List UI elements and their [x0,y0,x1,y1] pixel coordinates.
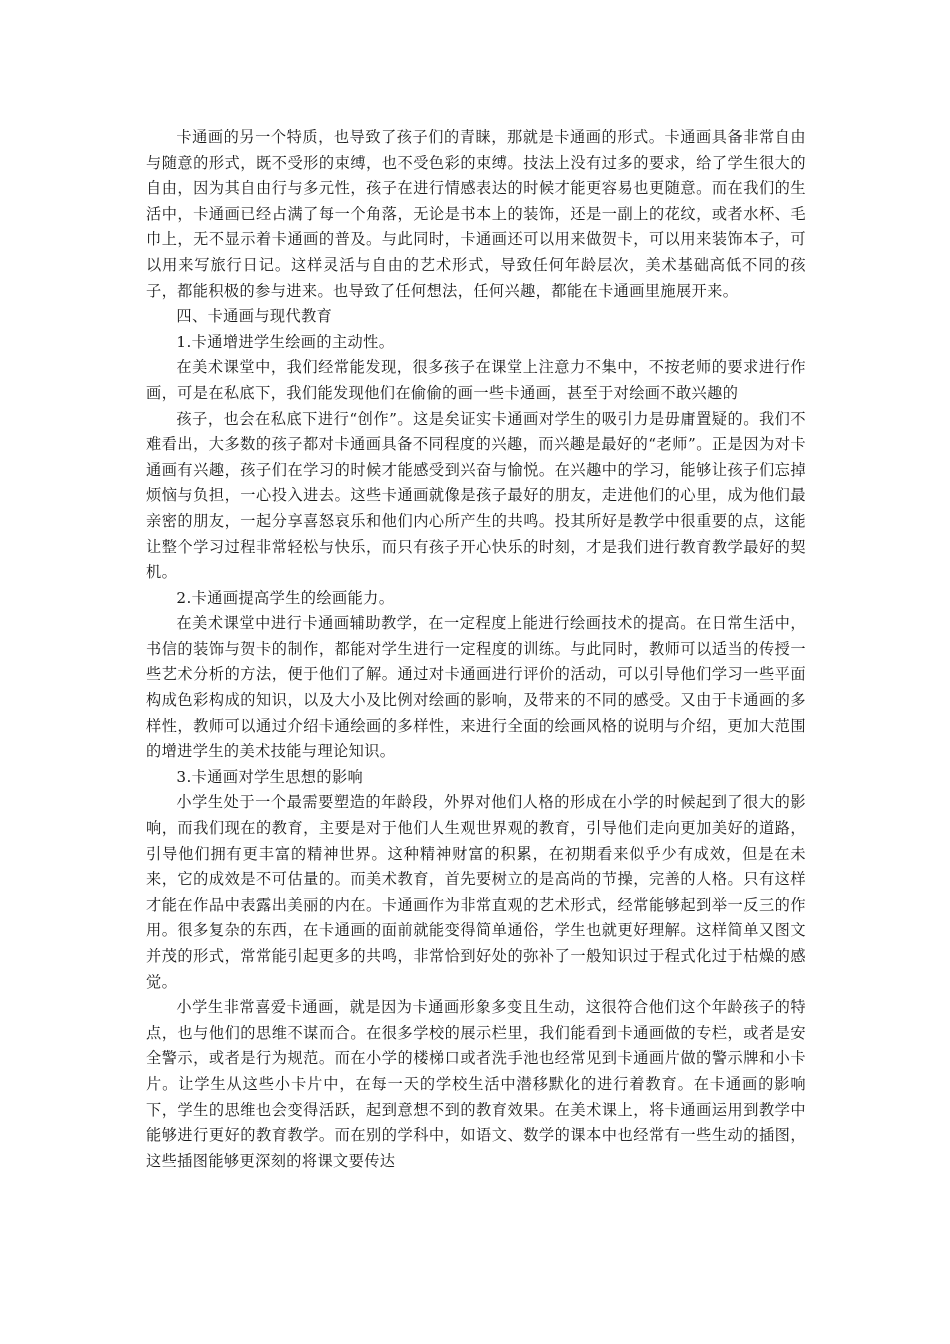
paragraph-thought-influence: 小学生处于一个最需要塑造的年龄段，外界对他们人格的形成在小学的时候起到了很大的影响，而我们现在的教育，主要是对于他们人生观世界观的教育，引导他们走向更加美好的道路，引导他们拥有更丰富的精神世界。这种精神财富的积累，在初期看来似乎少有成效，但是在未来，它的成效是不可估量的。而美术教育，首先要树立的是高尚的节操，完善的人格。只有这样才能在作品中表露出美丽的内在。卡通画作为非常直观的艺术形式，经常能够起到举一反三的作用。很多复杂的东西，在卡通画的面前就能变得简单通俗，学生也就更好理解。这样简单又图文并茂的形式，常常能引起更多的共鸣，非常恰到好处的弥补了一般知识过于程式化过于枯燥的感觉。 [146,793,806,991]
section-heading-4: 四、卡通画与现代教育 [176,307,333,326]
paragraph-classroom-attention: 在美术课堂中，我们经常能发现，很多孩子在课堂上注意力不集中，不按老师的要求进行作画，可是在私底下，我们能发现他们在偷偷的画一些卡通画，甚至于对绘画不敢兴趣的 [146,358,806,402]
paragraph-interest: 孩子，也会在私底下进行“创作”。这是矣证实卡通画对学生的吸引力是毋庸置疑的。我们不难看出，大多数的孩子都对卡通画具备不同程度的兴趣，而兴趣是最好的“老师”。正是因为对卡通画有兴趣，孩子们在学习的时候才能感受到兴奋与愉悦。在兴趣中的学习，能够让孩子们忘掉烦恼与负担，一心投入进去。这些卡通画就像是孩子最好的朋友，走进他们的心里，成为他们最亲密的朋友，一起分享喜怒哀乐和他们内心所产生的共鸣。投其所好是教学中很重要的点，这能让整个学习过程非常轻松与快乐，而只有孩子开心快乐的时刻，才是我们进行教育教学最好的契机。 [146,409,806,582]
document-body [146,125,806,1174]
subheading-1: 1.卡通增进学生绘画的主动性。 [176,332,395,351]
subheading-2: 2.卡通画提高学生的绘画能力。 [176,588,395,607]
paragraph-cartoon-form: 卡通画的另一个特质，也导致了孩子们的青睐，那就是卡通画的形式。卡通画具备非常自由与随意的形式，既不受形的束缚，也不受色彩的束缚。技法上没有过多的要求，给了学生很大的自由，因为其自由行与多元性，孩子在进行情感表达的时候才能更容易也更随意。而在我们的生活中，卡通画已经占满了每一个角落，无论是书本上的装饰，还是一副上的花纹，或者水杯、毛巾上，无不显示着卡通画的普及。与此同时，卡通画还可以用来做贺卡，可以用来装饰本子，可以用来写旅行日记。这样灵活与自由的艺术形式，导致任何年龄层次，美术基础高低不同的孩子，都能积极的参与进来。也导致了任何想法，任何兴趣，都能在卡通画里施展开来。 [146,128,806,300]
subheading-3: 3.卡通画对学生思想的影响 [176,767,364,786]
paragraph-school-usage: 小学生非常喜爱卡通画，就是因为卡通画形象多变且生动，这很符合他们这个年龄孩子的特点，也与他们的思维不谋而合。在很多学校的展示栏里，我们能看到卡通画做的专栏，或者是安全警示，或者是行为规范。而在小学的楼梯口或者洗手池也经常见到卡通画片做的警示牌和小卡片。让学生从这些小卡片中，在每一天的学校生活中潜移默化的进行着教育。在卡通画的影响下，学生的思维也会变得活跃，起到意想不到的教育效果。在美术课上，将卡通画运用到教学中能够进行更好的教育教学。而在别的学科中，如语文、数学的课本中也经常有一些生动的插图，这些插图能够更深刻的将课文要传达 [146,998,806,1170]
paragraph-drawing-ability: 在美术课堂中进行卡通画辅助教学，在一定程度上能进行绘画技术的提高。在日常生活中，书信的装饰与贺卡的制作，都能对学生进行一定程度的训练。与此同时，教师可以适当的传授一些艺术分析的方法，便于他们了解。通过对卡通画进行评价的活动，可以引导他们学习一些平面构成色彩构成的知识，以及大小及比例对绘画的影响，及带来的不同的感受。又由于卡通画的多样性，教师可以通过介绍卡通绘画的多样性，来进行全面的绘画风格的说明与介绍，更加大范围的增进学生的美术技能与理论知识。 [146,614,806,761]
